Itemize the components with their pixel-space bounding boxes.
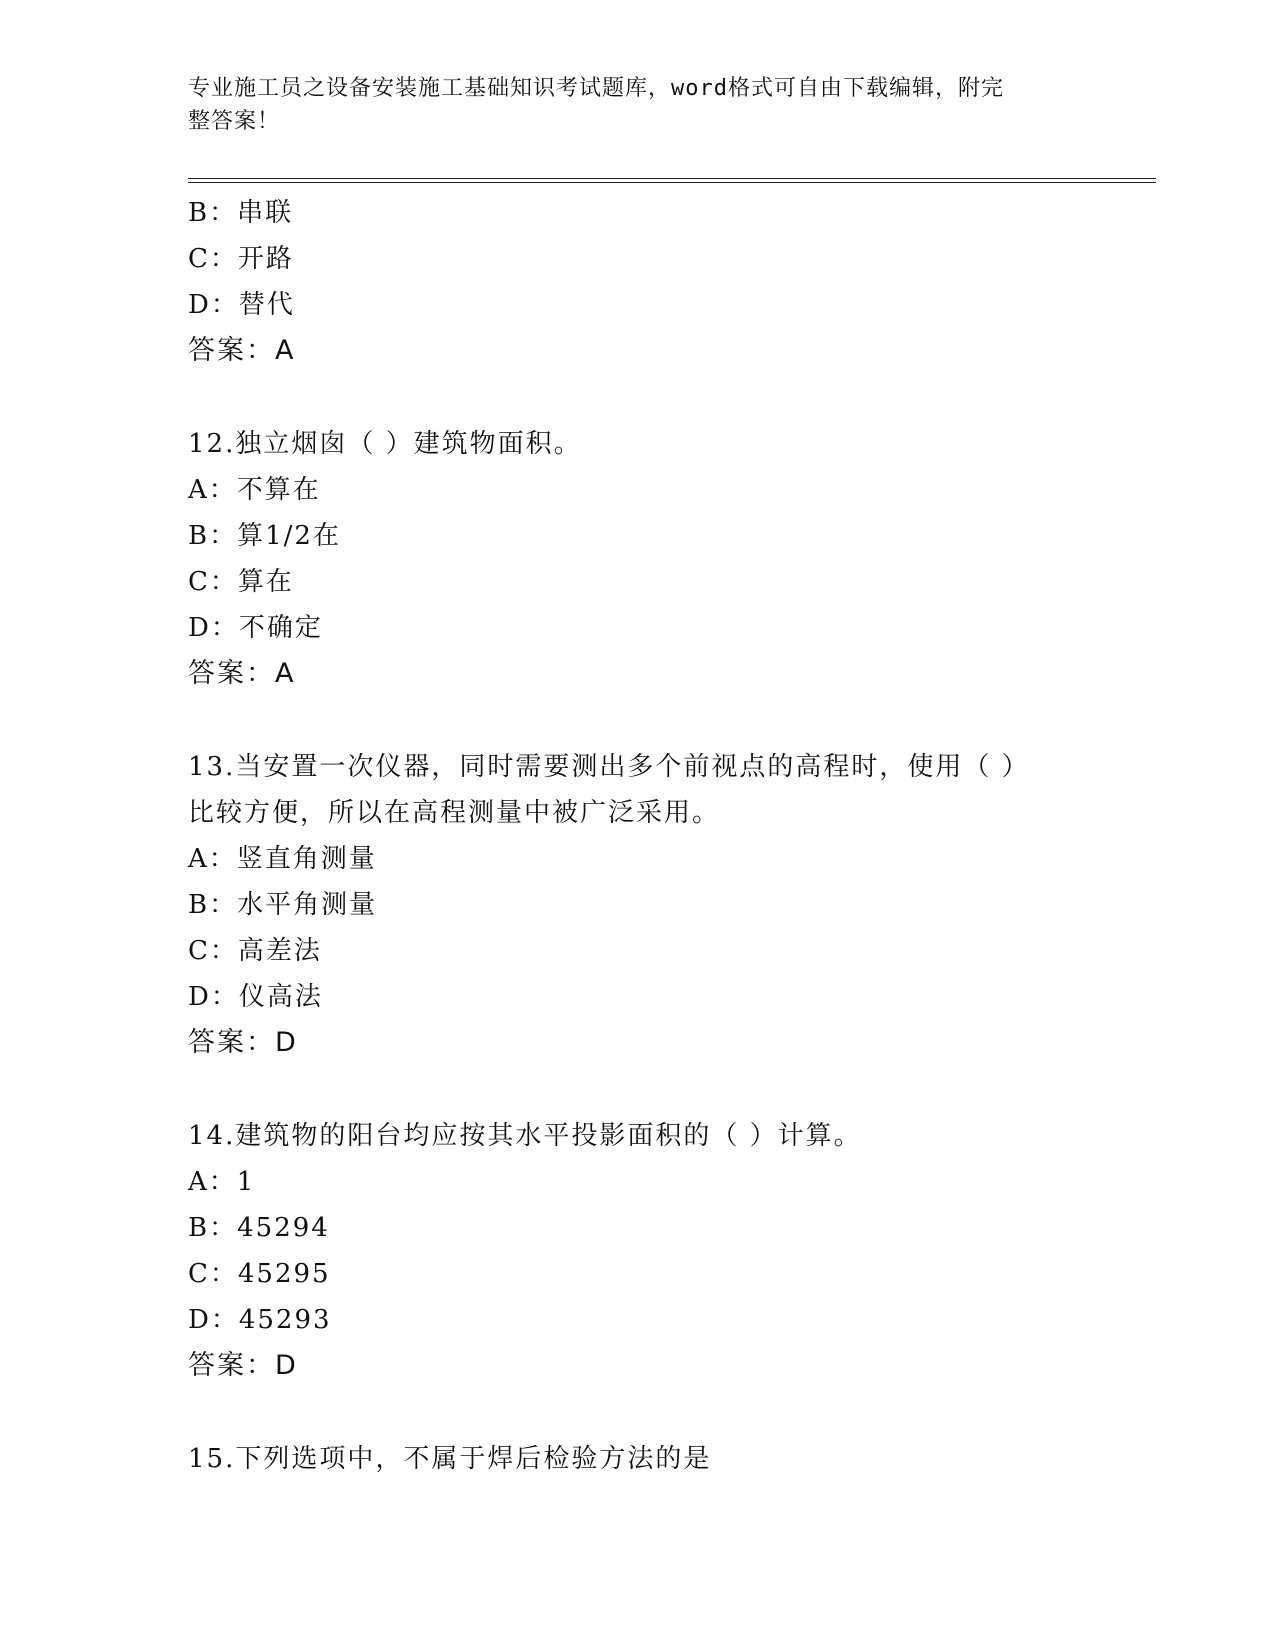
answer-line: 答案：A [188, 658, 296, 689]
question-13 [188, 744, 1158, 1066]
option-c: C：高差法 [188, 936, 322, 966]
header-divider [188, 178, 1156, 183]
question-list [188, 190, 1158, 1482]
question-text-line-2: 比较方便，所以在高程测量中被广泛采用。 [188, 798, 721, 828]
question-12 [188, 421, 1158, 697]
header-title-line-2: 整答案！ [188, 109, 281, 134]
question-text-line-1: 13.当安置一次仪器，同时需要测出多个前视点的高程时，使用（ ） [188, 752, 1030, 782]
option-d: D：不确定 [188, 613, 323, 643]
option-d: D：替代 [188, 290, 295, 320]
option-b: B：45294 [188, 1213, 330, 1243]
option-a: A：不算在 [188, 475, 321, 505]
answer-line: 答案：D [188, 1350, 298, 1381]
answer-line: 答案：A [188, 335, 296, 366]
option-a: A：竖直角测量 [188, 844, 377, 874]
option-c: C：算在 [188, 567, 294, 597]
option-c: C：45295 [188, 1259, 331, 1289]
option-d: D：45293 [188, 1305, 332, 1335]
question-11 [188, 190, 1158, 374]
question-text: 15.下列选项中，不属于焊后检验方法的是 [188, 1444, 712, 1474]
question-text: 12.独立烟囱（ ）建筑物面积。 [188, 429, 582, 459]
question-15 [188, 1436, 1158, 1482]
option-b: B：串联 [188, 198, 294, 228]
option-c: C：开路 [188, 244, 294, 274]
question-14 [188, 1113, 1158, 1389]
document-header [188, 72, 1088, 138]
option-b: B：水平角测量 [188, 890, 378, 920]
option-a: A：1 [188, 1167, 256, 1197]
answer-line: 答案：D [188, 1027, 298, 1058]
option-b: B：算1/2在 [188, 521, 341, 551]
option-d: D：仪高法 [188, 982, 323, 1012]
header-title-line-1: 专业施工员之设备安装施工基础知识考试题库，word格式可自由下载编辑，附完 [188, 76, 1004, 101]
question-text: 14.建筑物的阳台均应按其水平投影面积的（ ）计算。 [188, 1121, 862, 1151]
